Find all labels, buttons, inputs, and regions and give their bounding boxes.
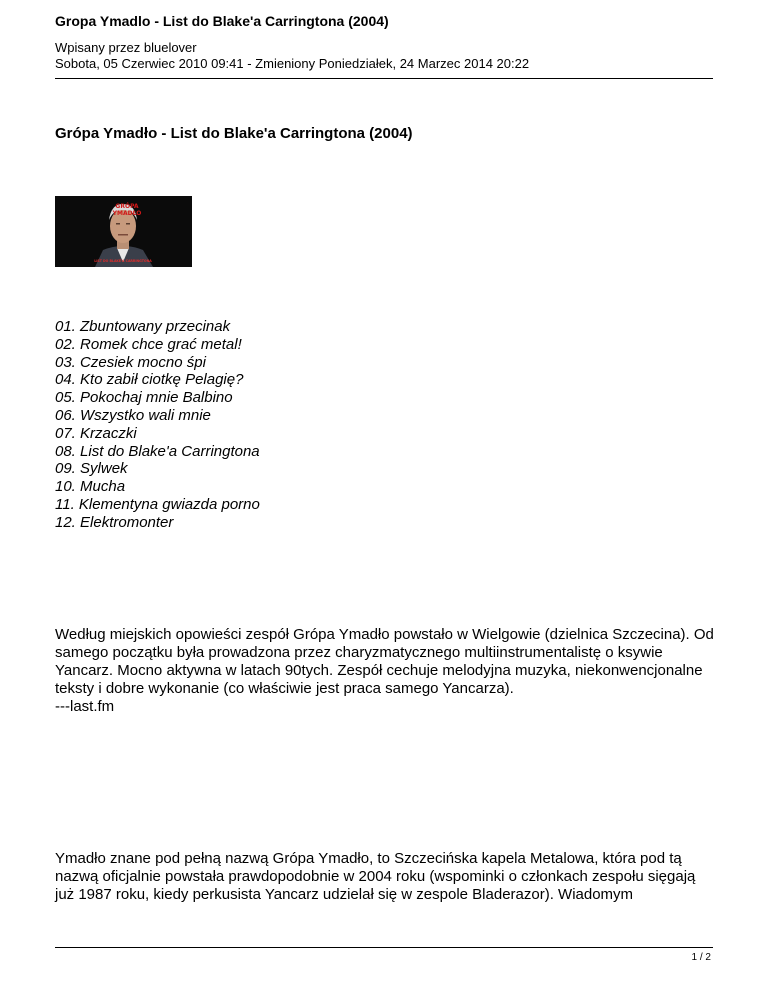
track-item: 09. Sylwek	[55, 460, 128, 478]
article-title: Grópa Ymadło - List do Blake'a Carringtona (2004)	[55, 125, 413, 142]
svg-text:GRÓPA: GRÓPA	[115, 203, 139, 210]
description-source: ---last.fm	[55, 698, 115, 715]
album-cover-image	[55, 196, 192, 267]
header-divider	[55, 78, 713, 79]
author-line: Wpisany przez bluelover	[55, 40, 197, 55]
track-item: 11. Klementyna gwiazda porno	[55, 495, 260, 513]
history-paragraph: Ymadło znane pod pełną nazwą Grópa Ymadło, to Szczecińska kapela Metalowa, która pod tą nazwą oficjalnie powstała prawdopodobnie w 2004 roku (wspominki o członkach zespołu sięgają już 1987 roku, kiedy perkusista Yancarz udzielał się w zespole Bladerazor). Wiadomym	[55, 850, 696, 903]
svg-text:YMADŁO: YMADŁO	[112, 210, 142, 217]
track-item: 06. Wszystko wali mnie	[55, 406, 211, 424]
track-item: 05. Pokochaj mnie Balbino	[55, 389, 233, 407]
track-item: 02. Romek chce grać metal!	[55, 335, 242, 353]
header-meta	[55, 40, 713, 72]
date-line: Sobota, 05 Czerwiec 2010 09:41 - Zmieniony Poniedziałek, 24 Marzec 2014 20:22	[55, 56, 530, 71]
track-item: 03. Czesiek mocno śpi	[55, 353, 206, 371]
track-item: 04. Kto zabił ciotkę Pelagię?	[55, 371, 244, 389]
description-text: Według miejskich opowieści zespół Grópa Ymadło powstało w Wielgowie (dzielnica Szczecina). Od samego początku była prowadzona przez charyzmatycznego multiinstrumentalistę o ksywie Yancarz. Mocno aktywna w latach 90tych. Zespół cechuje melodyjna muzyka, niekonwencjonalne teksty i dobre wykonanie (co właściwie jest praca samego Yancarza).	[55, 626, 714, 697]
track-item: 01. Zbuntowany przecinak	[55, 318, 231, 335]
page-number: 1 / 2	[691, 952, 711, 963]
track-item: 10. Mucha	[55, 478, 126, 496]
page-header	[55, 12, 713, 72]
header-title: Gropa Ymadlo - List do Blake'a Carringtona (2004)	[55, 13, 389, 29]
track-item: 12. Elektromonter	[55, 513, 174, 531]
footer-divider	[55, 947, 713, 948]
album-cover-art	[55, 196, 192, 267]
tracklist	[55, 318, 260, 532]
description-paragraph	[55, 626, 717, 716]
track-item: 07. Krzaczki	[55, 424, 137, 442]
svg-text:LIST DO BLAKE'A CARRINGTONA: LIST DO BLAKE'A CARRINGTONA	[94, 259, 152, 263]
track-item: 08. List do Blake'a Carringtona	[55, 442, 260, 460]
